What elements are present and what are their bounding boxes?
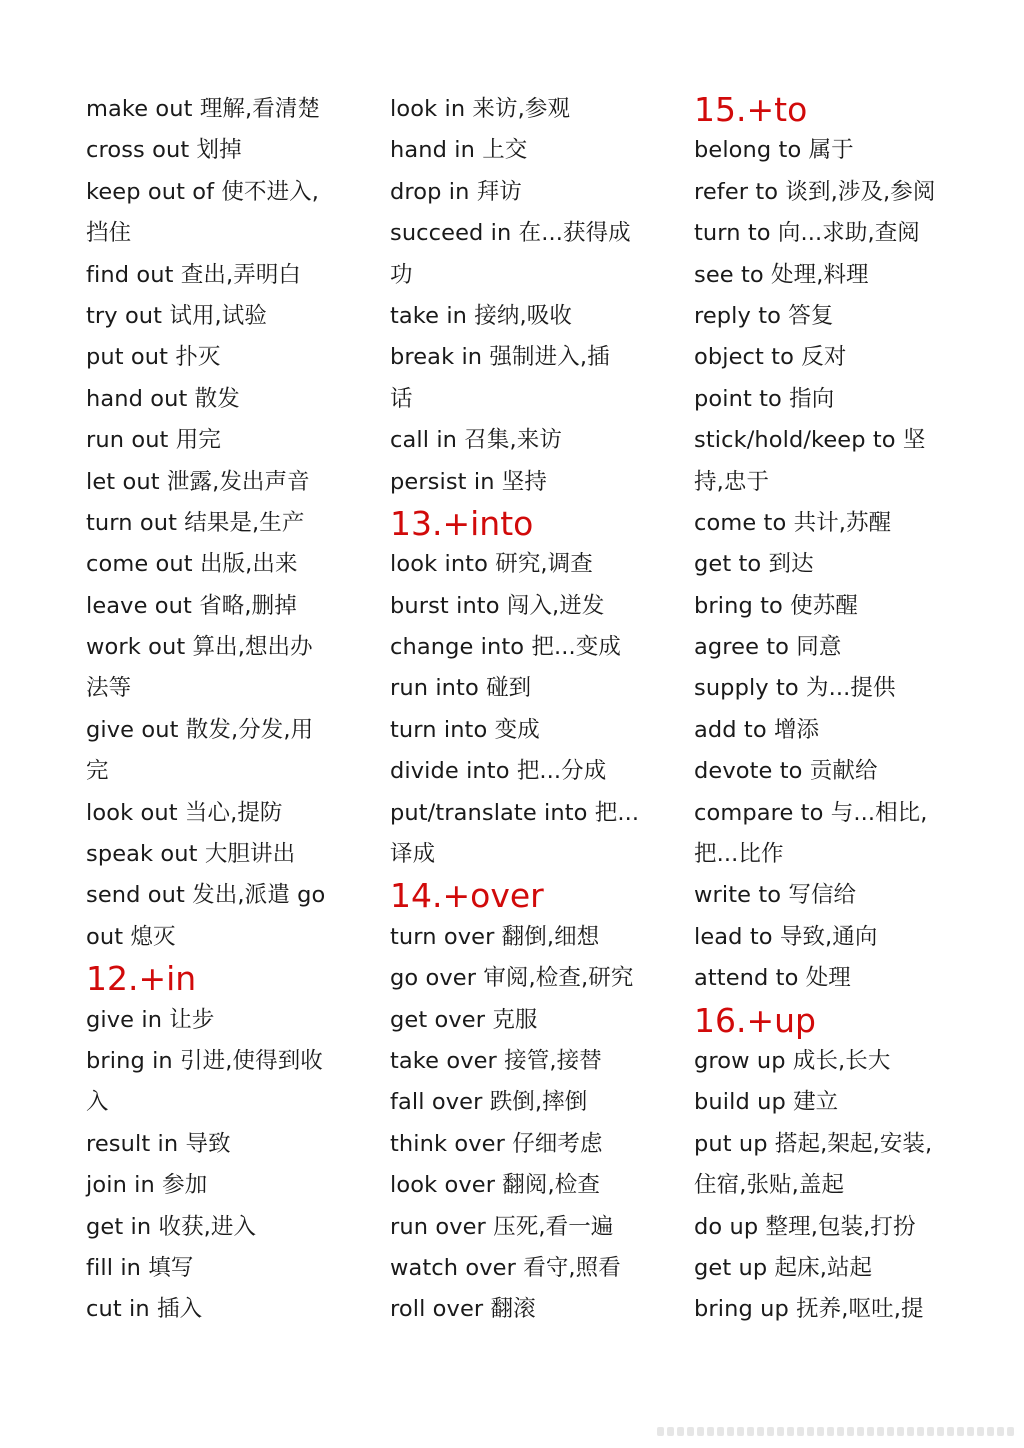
- phrase-line: take over 接管,接替: [390, 1047, 602, 1074]
- phrase-line: 法等: [86, 675, 132, 702]
- phrase-line: come to 共计,苏醒: [694, 509, 892, 536]
- phrase-line: stick/hold/keep to 坚: [694, 427, 926, 454]
- phrase-line: put up 搭起,架起,安装,: [694, 1130, 933, 1157]
- phrase-line: watch over 看守,照看: [390, 1254, 621, 1281]
- phrase-line: keep out of 使不进入,: [86, 178, 320, 205]
- phrase-line: object to 反对: [694, 344, 847, 371]
- phrase-line: 挡住: [86, 220, 132, 247]
- phrase-line: turn out 结果是,生产: [86, 509, 305, 536]
- section-heading: 13.+into: [390, 503, 534, 543]
- phrase-line: try out 试用,试验: [86, 302, 267, 329]
- phrase-line: belong to 属于: [694, 137, 854, 164]
- phrase-line: get over 克服: [390, 1006, 538, 1033]
- section-heading: 14.+over: [390, 876, 544, 916]
- phrase-line: see to 处理,料理: [694, 261, 869, 288]
- phrase-line: 把...比作: [694, 841, 784, 868]
- phrase-line: supply to 为...提供: [694, 675, 896, 702]
- phrase-line: hand out 散发: [86, 385, 240, 412]
- phrase-line: reply to 答复: [694, 302, 834, 329]
- phrase-line: burst into 闯入,迸发: [390, 592, 605, 619]
- column-1: [86, 89, 344, 1331]
- phrase-line: 译成: [390, 841, 436, 868]
- phrase-line: take in 接纳,吸收: [390, 302, 572, 329]
- phrase-line: attend to 处理: [694, 965, 851, 992]
- phrase-line: call in 召集,来访: [390, 427, 562, 454]
- phrase-line: go over 审阅,检查,研究: [390, 965, 634, 992]
- phrase-line: look in 来访,参观: [390, 96, 571, 122]
- phrase-line: compare to 与...相比,: [694, 799, 928, 826]
- phrase-line: refer to 谈到,涉及,参阅: [694, 178, 936, 205]
- phrase-line: run into 碰到: [390, 675, 532, 702]
- phrase-line: out 熄灭: [86, 923, 176, 950]
- phrase-line: do up 整理,包装,打扮: [694, 1213, 916, 1240]
- phrase-line: cross out 划掉: [86, 137, 242, 164]
- phrase-line: build up 建立: [694, 1089, 839, 1116]
- phrase-line: persist in 坚持: [390, 468, 548, 495]
- phrase-line: look into 研究,调查: [390, 551, 593, 578]
- phrase-line: speak out 大胆讲出: [86, 841, 296, 868]
- phrase-line: bring in 引进,使得到收: [86, 1047, 323, 1074]
- phrase-line: look over 翻阅,检查: [390, 1172, 600, 1199]
- phrase-line: join in 参加: [86, 1172, 208, 1199]
- phrase-line: give out 散发,分发,用: [86, 716, 314, 743]
- phrase-line: 功: [390, 261, 413, 288]
- phrase-line: cut in 插入: [86, 1296, 203, 1323]
- phrase-line: succeed in 在...获得成: [390, 220, 631, 247]
- phrase-line: leave out 省略,删掉: [86, 592, 297, 619]
- phrase-line: turn into 变成: [390, 716, 540, 743]
- phrase-line: devote to 贡献给: [694, 758, 878, 785]
- phrase-line: point to 指向: [694, 385, 835, 412]
- phrase-line: 持,忠于: [694, 468, 770, 495]
- phrase-line: 完: [86, 758, 109, 785]
- phrase-line: work out 算出,想出办: [86, 634, 313, 661]
- phrase-line: grow up 成长,长大: [694, 1047, 891, 1074]
- phrase-line: agree to 同意: [694, 634, 842, 661]
- phrase-line: drop in 拜访: [390, 178, 522, 205]
- section-heading: 16.+up: [694, 1000, 816, 1040]
- phrase-line: find out 查出,弄明白: [86, 261, 302, 288]
- phrase-line: 入: [86, 1089, 109, 1116]
- phrase-line: add to 增添: [694, 716, 820, 743]
- watermark: [657, 1427, 1014, 1436]
- phrase-line: give in 让步: [86, 1006, 215, 1033]
- phrase-line: put/translate into 把...: [390, 799, 640, 826]
- phrase-line: make out 理解,看清楚: [86, 96, 321, 122]
- phrase-line: turn to 向...求助,查阅: [694, 220, 920, 247]
- phrase-line: send out 发出,派遣 go: [86, 882, 326, 909]
- column-2: [390, 89, 652, 1331]
- phrase-line: fall over 跌倒,摔倒: [390, 1089, 588, 1116]
- phrase-line: get up 起床,站起: [694, 1254, 873, 1281]
- phrase-line: fill in 填写: [86, 1254, 194, 1281]
- phrase-line: look out 当心,提防: [86, 799, 283, 826]
- phrase-line: divide into 把...分成: [390, 758, 607, 785]
- phrase-line: let out 泄露,发出声音: [86, 468, 310, 495]
- phrase-line: put out 扑灭: [86, 344, 221, 371]
- phrase-line: run out 用完: [86, 427, 221, 454]
- phrase-line: lead to 导致,通向: [694, 923, 878, 950]
- phrase-line: break in 强制进入,插: [390, 344, 610, 371]
- column-3: [694, 89, 956, 1331]
- phrase-line: bring up 抚养,呕吐,提: [694, 1296, 924, 1323]
- phrase-line: 话: [390, 385, 413, 412]
- phrase-line: turn over 翻倒,细想: [390, 923, 600, 950]
- phrase-line: bring to 使苏醒: [694, 592, 858, 619]
- phrase-line: roll over 翻滚: [390, 1296, 536, 1323]
- phrase-line: come out 出版,出来: [86, 551, 298, 578]
- phrase-line: result in 导致: [86, 1130, 231, 1157]
- phrase-line: get to 到达: [694, 551, 814, 578]
- section-heading: 15.+to: [694, 90, 808, 129]
- phrase-line: think over 仔细考虑: [390, 1130, 603, 1157]
- phrase-line: 住宿,张贴,盖起: [694, 1172, 845, 1199]
- phrase-line: change into 把...变成: [390, 634, 621, 661]
- phrase-line: get in 收获,进入: [86, 1213, 257, 1240]
- phrase-line: run over 压死,看一遍: [390, 1213, 614, 1240]
- phrase-line: write to 写信给: [694, 882, 857, 909]
- section-heading: 12.+in: [86, 959, 197, 999]
- phrase-line: hand in 上交: [390, 137, 528, 164]
